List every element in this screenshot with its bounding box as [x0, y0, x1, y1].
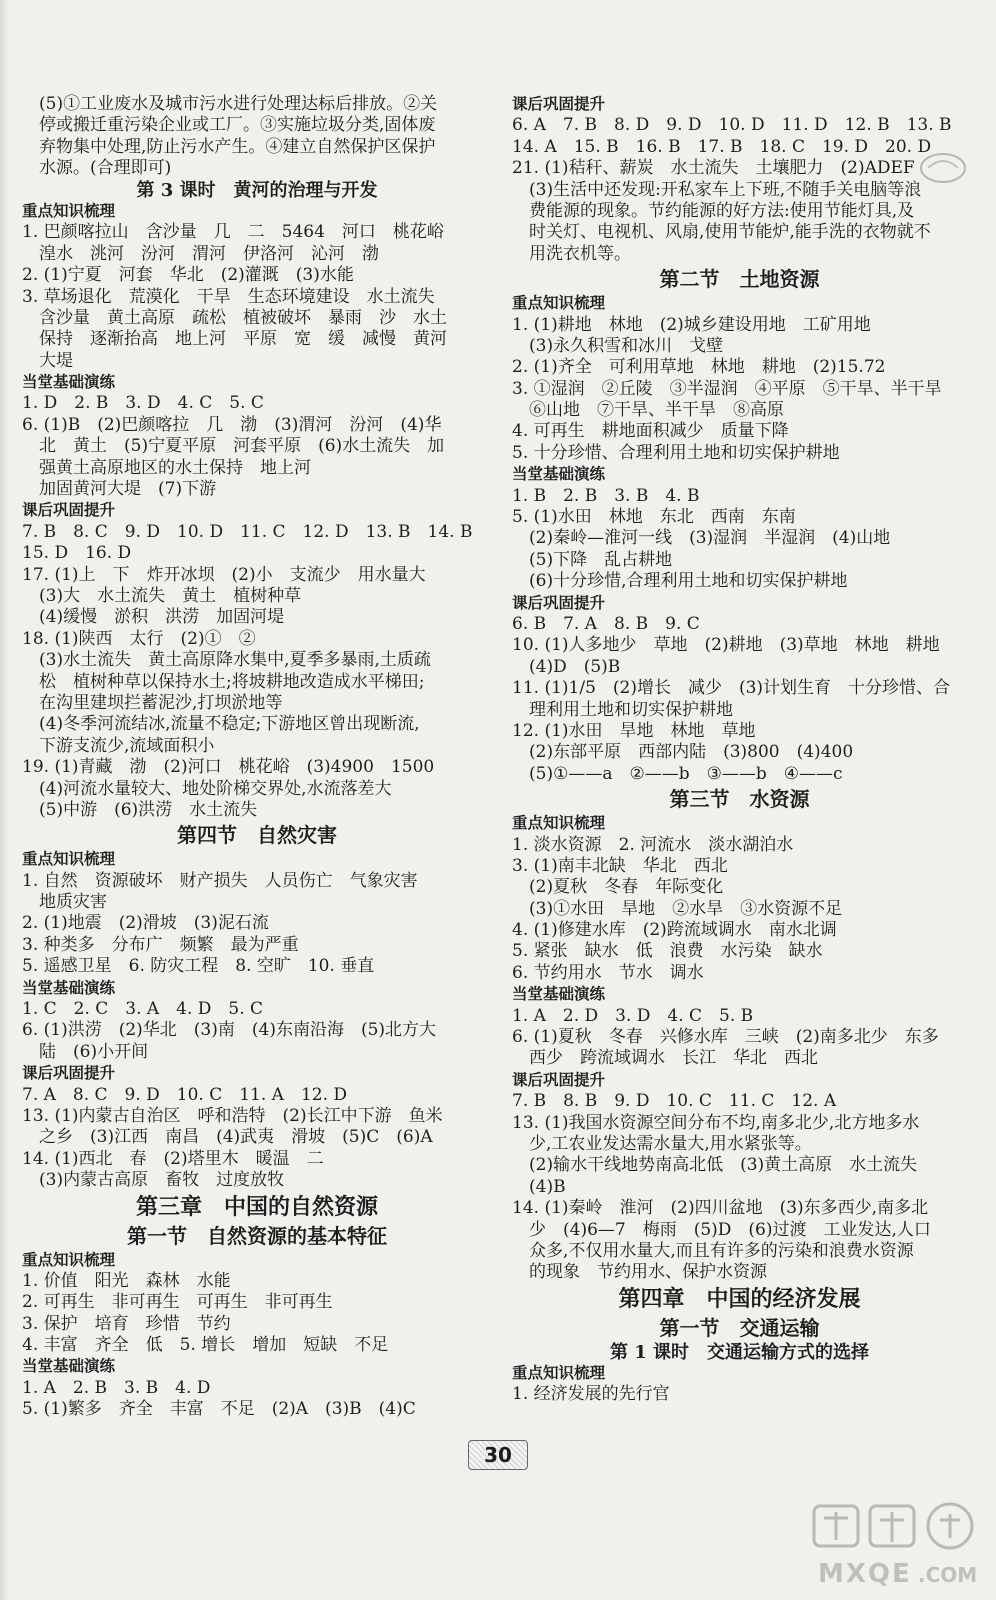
subsection-label: 重点知识梳理: [22, 201, 116, 220]
answer-line: 7. B 8. B 9. D 10. C 11. C 12. A: [512, 1091, 837, 1112]
answer-line-continued: 理利用土地和切实保护耕地: [529, 699, 733, 720]
answer-line: 1. A 2. D 3. D 4. C 5. B: [512, 1005, 754, 1026]
answer-line: 2. (1)宁夏 河套 华北 (2)灌溉 (3)水能: [22, 265, 354, 286]
answer-line-continued: 地质灾害: [39, 892, 107, 913]
answer-line-continued: 之乡 (3)江西 南昌 (4)武夷 滑坡 (5)C (6)A: [39, 1127, 433, 1148]
answer-line-continued: (3)永久积雪和冰川 戈壁: [529, 335, 724, 356]
lesson-title: 第 3 课时 黄河的治理与开发: [136, 179, 378, 201]
answer-line: 21. (1)秸秆、薪炭 水土流失 土壤肥力 (2)ADEF: [512, 158, 915, 179]
svg-text:MXQE: MXQE: [818, 1559, 912, 1589]
answer-line: 3. 保护 培育 珍惜 节约: [22, 1313, 231, 1334]
subsection-label: 课后巩固提升: [512, 95, 606, 113]
answer-line: 11. (1)1/5 (2)增长 减少 (3)计划生育 十分珍惜、合: [512, 678, 951, 699]
answer-line: 1. C 2. C 3. A 4. D 5. C: [22, 999, 264, 1020]
answer-line: 3. (1)南丰北缺 华北 西北: [512, 855, 728, 876]
answer-line-continued: (5)中游 (6)洪涝 水土流失: [39, 799, 258, 820]
answer-line: 1. A 2. B 3. B 4. D: [22, 1377, 211, 1398]
answer-line: 1. 经济发展的先行官: [512, 1384, 670, 1405]
subsection-label: 当堂基础演练: [22, 373, 116, 392]
answer-line-continued: 陆 (6)小开间: [39, 1041, 149, 1062]
answer-line: 3. 草场退化 荒漠化 干旱 生态环境建设 水土流失: [22, 286, 435, 307]
section-title: 第一节 自然资源的基本特征: [127, 1223, 387, 1248]
answer-line-continued: 少 (4)6—7 梅雨 (5)D (6)过渡 工业发达,人口: [529, 1219, 931, 1240]
answer-line: 7. A 8. C 9. D 10. C 11. A 12. D: [22, 1084, 348, 1105]
answer-line: 6. 节约用水 节水 调水: [512, 962, 704, 983]
answer-line-continued: (3)生活中还发现:开私家车上下班,不随手关电脑等浪: [529, 179, 922, 200]
answer-line-continued: ⑥山地 ⑦干旱、半干旱 ⑧高原: [529, 400, 784, 421]
answer-line-continued: 停或搬迁重污染企业或工厂。③实施垃圾分类,固体废: [39, 115, 436, 136]
section-title: 第一节 交通运输: [659, 1315, 820, 1340]
answer-line: 17. (1)上 下 炸开冰坝 (2)小 支流少 用水量大: [22, 564, 426, 585]
answer-line: 14. (1)西北 春 (2)塔里木 暖温 二: [22, 1148, 324, 1169]
answer-line: 14. A 15. B 16. B 17. B 18. C 19. D 20. D: [512, 136, 932, 157]
answer-line-continued: 西少 跨流域调水 长江 华北 西北: [529, 1048, 818, 1069]
answer-line-continued: (6)十分珍惜,合理利用土地和切实保护耕地: [529, 571, 848, 592]
answer-line: 1. D 2. B 3. D 4. C 5. C: [22, 393, 264, 414]
section-title: 第三节 水资源: [669, 787, 810, 812]
answer-line-continued: 用洗衣机等。: [529, 243, 631, 264]
answer-line: 19. (1)青藏 渤 (2)河口 桃花峪 (3)4900 1500: [22, 757, 435, 778]
answer-line: 13. (1)内蒙古自治区 呼和浩特 (2)长江中下游 鱼米: [22, 1105, 443, 1126]
answer-line: 5. 遥感卫星 6. 防灾工程 8. 空旷 10. 垂直: [22, 956, 375, 977]
subsection-label: 重点知识梳理: [512, 814, 606, 833]
answer-line: 6. (1)洪涝 (2)华北 (3)南 (4)东南沿海 (5)北方大: [22, 1020, 437, 1041]
lesson-title: 第 1 课时 交通运输方式的选择: [609, 1341, 870, 1363]
answer-line: 5. (1)繁多 齐全 丰富 不足 (2)A (3)B (4)C: [22, 1399, 416, 1420]
answer-line: 4. 可再生 耕地面积减少 质量下降: [512, 421, 789, 442]
answer-line-continued: (3)水土流失 黄土高原降水集中,夏季多暴雨,土质疏: [39, 650, 431, 671]
answer-line: 2. (1)齐全 可利用草地 林地 耕地 (2)15.72: [512, 357, 886, 378]
watermark-logo-icon: [808, 1498, 984, 1592]
answer-line: 12. (1)水田 旱地 林地 草地: [512, 720, 756, 741]
answer-line: 6. A 7. B 8. D 9. D 10. D 11. D 12. B 13. B: [512, 115, 952, 136]
answer-line-continued: 下游支流少,流域面积小: [39, 735, 215, 756]
answer-line-continued: 少,工农业发达需水量大,用水紧张等。: [529, 1133, 812, 1154]
answer-line: 3. 种类多 分布广 频繁 最为严重: [22, 934, 299, 955]
subsection-label: 当堂基础演练: [512, 465, 606, 484]
answer-line-continued: (5)①——a ②——b ③——b ④——c: [529, 763, 843, 784]
subsection-label: 课后巩固提升: [22, 501, 116, 520]
answer-line: 1. 巴颜喀拉山 含沙量 几 二 5464 河口 桃花峪: [22, 222, 444, 243]
answer-line-continued: 的现象 节约用水、保护水资源: [529, 1262, 767, 1283]
answer-line-continued: (2)东部平原 西部内陆 (3)800 (4)400: [529, 742, 854, 763]
answer-line: 1. 价值 阳光 森林 水能: [22, 1270, 231, 1291]
answer-line: 1. 自然 资源破坏 财产损失 人员伤亡 气象灾害: [22, 870, 418, 891]
answer-line: 15. D 16. D: [22, 543, 132, 564]
subsection-label: 重点知识梳理: [22, 850, 116, 869]
chapter-title: 第三章 中国的自然资源: [135, 1193, 378, 1220]
corner-stamp-icon: [918, 148, 968, 188]
answer-line: 14. (1)秦岭 淮河 (2)四川盆地 (3)东多西少,南多北: [512, 1198, 929, 1219]
left-column: [22, 94, 492, 1421]
answer-line-continued: 费能源的现象。节约能源的好方法:使用节能灯具,及: [529, 200, 915, 221]
subsection-label: 当堂基础演练: [512, 985, 606, 1004]
subsection-label: 重点知识梳理: [512, 1364, 606, 1383]
subsection-label: 课后巩固提升: [22, 1064, 116, 1083]
answer-line-continued: (4)缓慢 淤积 洪涝 加固河堤: [39, 607, 285, 628]
answer-line-continued: (3)①水田 旱地 ②水旱 ③水资源不足: [529, 898, 843, 919]
subsection-label: 当堂基础演练: [22, 1357, 116, 1376]
answer-line: 13. (1)我国水资源空间分布不均,南多北少,北方地多水: [512, 1112, 920, 1133]
answer-line-continued: (5)①工业废水及城市污水进行处理达标后排放。②关: [39, 94, 438, 114]
page-number: 30: [468, 1440, 528, 1470]
answer-line: 3. ①湿润 ②丘陵 ③半湿润 ④平原 ⑤干旱、半干旱: [512, 378, 942, 399]
answer-line: 4. (1)修建水库 (2)跨流域调水 南水北调: [512, 920, 837, 941]
subsection-label: 当堂基础演练: [22, 978, 116, 997]
answer-line: 10. (1)人多地少 草地 (2)耕地 (3)草地 林地 耕地: [512, 635, 940, 656]
answer-line-continued: 含沙量 黄土高原 疏松 植被破坏 暴雨 沙 水土: [39, 307, 447, 328]
right-column: [512, 94, 967, 1406]
answer-line-continued: 强黄土高原地区的水土保持 地上河: [39, 457, 311, 478]
answer-line-continued: (2)秦岭—淮河一线 (3)湿润 半湿润 (4)山地: [529, 528, 891, 549]
answer-line-continued: (4)冬季河流结冰,流量不稳定;下游地区曾出现断流,: [39, 714, 420, 735]
subsection-label: 课后巩固提升: [512, 1070, 606, 1089]
answer-line-continued: 水源。(合理即可): [39, 158, 172, 179]
answer-line: 1. B 2. B 3. B 4. B: [512, 485, 700, 506]
answer-line-continued: 在沟里建坝拦蓄泥沙,打坝淤地等: [39, 692, 283, 713]
answer-line: 6. B 7. A 8. B 9. C: [512, 613, 700, 634]
answer-line: 2. 可再生 非可再生 可再生 非可再生: [22, 1292, 333, 1313]
answer-line-continued: 松 植树种草以保持水土;将坡耕地改造成水平梯田;: [39, 671, 425, 692]
answer-line: 2. (1)地震 (2)滑坡 (3)泥石流: [22, 913, 269, 934]
answer-line: 6. (1)B (2)巴颜喀拉 几 渤 (3)渭河 汾河 (4)华: [22, 414, 442, 435]
answer-line: 5. (1)水田 林地 东北 西南 东南: [512, 507, 796, 528]
svg-text:.COM: .COM: [918, 1563, 978, 1587]
answer-line: 5. 十分珍惜、合理利用土地和切实保护耕地: [512, 442, 840, 463]
answer-line: 1. 淡水资源 2. 河流水 淡水湖泊水: [512, 834, 794, 855]
answer-line-continued: 湟水 洮河 汾河 渭河 伊洛河 沁河 渤: [39, 243, 379, 264]
answer-line-continued: 弃物集中处理,防止污水产生。④建立自然保护区保护: [39, 136, 436, 157]
answer-line-continued: (3)大 水土流失 黄土 植树种草: [39, 585, 302, 606]
subsection-label: 重点知识梳理: [512, 294, 606, 313]
answer-line-continued: 大堤: [39, 350, 73, 371]
answer-line: 5. 紧张 缺水 低 浪费 水污染 缺水: [512, 941, 823, 962]
binding-edge: [0, 0, 8, 1600]
answer-line: 18. (1)陕西 太行 (2)① ②: [22, 628, 256, 649]
answer-line-continued: (4)D (5)B: [529, 656, 621, 677]
answer-line-continued: 加固黄河大堤 (7)下游: [39, 479, 217, 500]
answer-line-continued: 保持 逐渐抬高 地上河 平原 宽 缓 减慢 黄河: [39, 329, 447, 350]
answer-line-continued: (4)河流水量较大、地处阶梯交界处,水流落差大: [39, 778, 392, 799]
section-title: 第二节 土地资源: [659, 267, 820, 292]
chapter-title: 第四章 中国的经济发展: [618, 1285, 861, 1312]
answer-line-continued: 时关灯、电视机、风扇,使用节能炉,能手洗的衣物就不: [529, 222, 931, 243]
answer-line-continued: (4)B: [529, 1176, 566, 1197]
answer-line-continued: 众多,不仅用水量大,而且有许多的污染和浪费水资源: [529, 1240, 914, 1261]
answer-line: 7. B 8. C 9. D 10. D 11. C 12. D 13. B 14. B: [22, 521, 473, 542]
subsection-label: 课后巩固提升: [512, 593, 606, 612]
answer-line: 1. (1)耕地 林地 (2)城乡建设用地 工矿用地: [512, 314, 871, 335]
section-title: 第四节 自然灾害: [177, 823, 337, 848]
answer-line: 4. 丰富 齐全 低 5. 增长 增加 短缺 不足: [22, 1335, 389, 1356]
answer-line-continued: 北 黄土 (5)宁夏平原 河套平原 (6)水土流失 加: [39, 436, 445, 457]
answer-line-continued: (2)输水干线地势南高北低 (3)黄土高原 水土流失: [529, 1155, 918, 1176]
answer-line-continued: (2)夏秋 冬春 年际变化: [529, 877, 724, 898]
answer-line-continued: (5)下降 乱占耕地: [529, 549, 673, 570]
answer-line: 6. (1)夏秋 冬春 兴修水库 三峡 (2)南多北少 东多: [512, 1027, 939, 1048]
subsection-label: 重点知识梳理: [22, 1250, 116, 1269]
answer-line-continued: (3)内蒙古高原 畜牧 过度放牧: [39, 1170, 285, 1191]
